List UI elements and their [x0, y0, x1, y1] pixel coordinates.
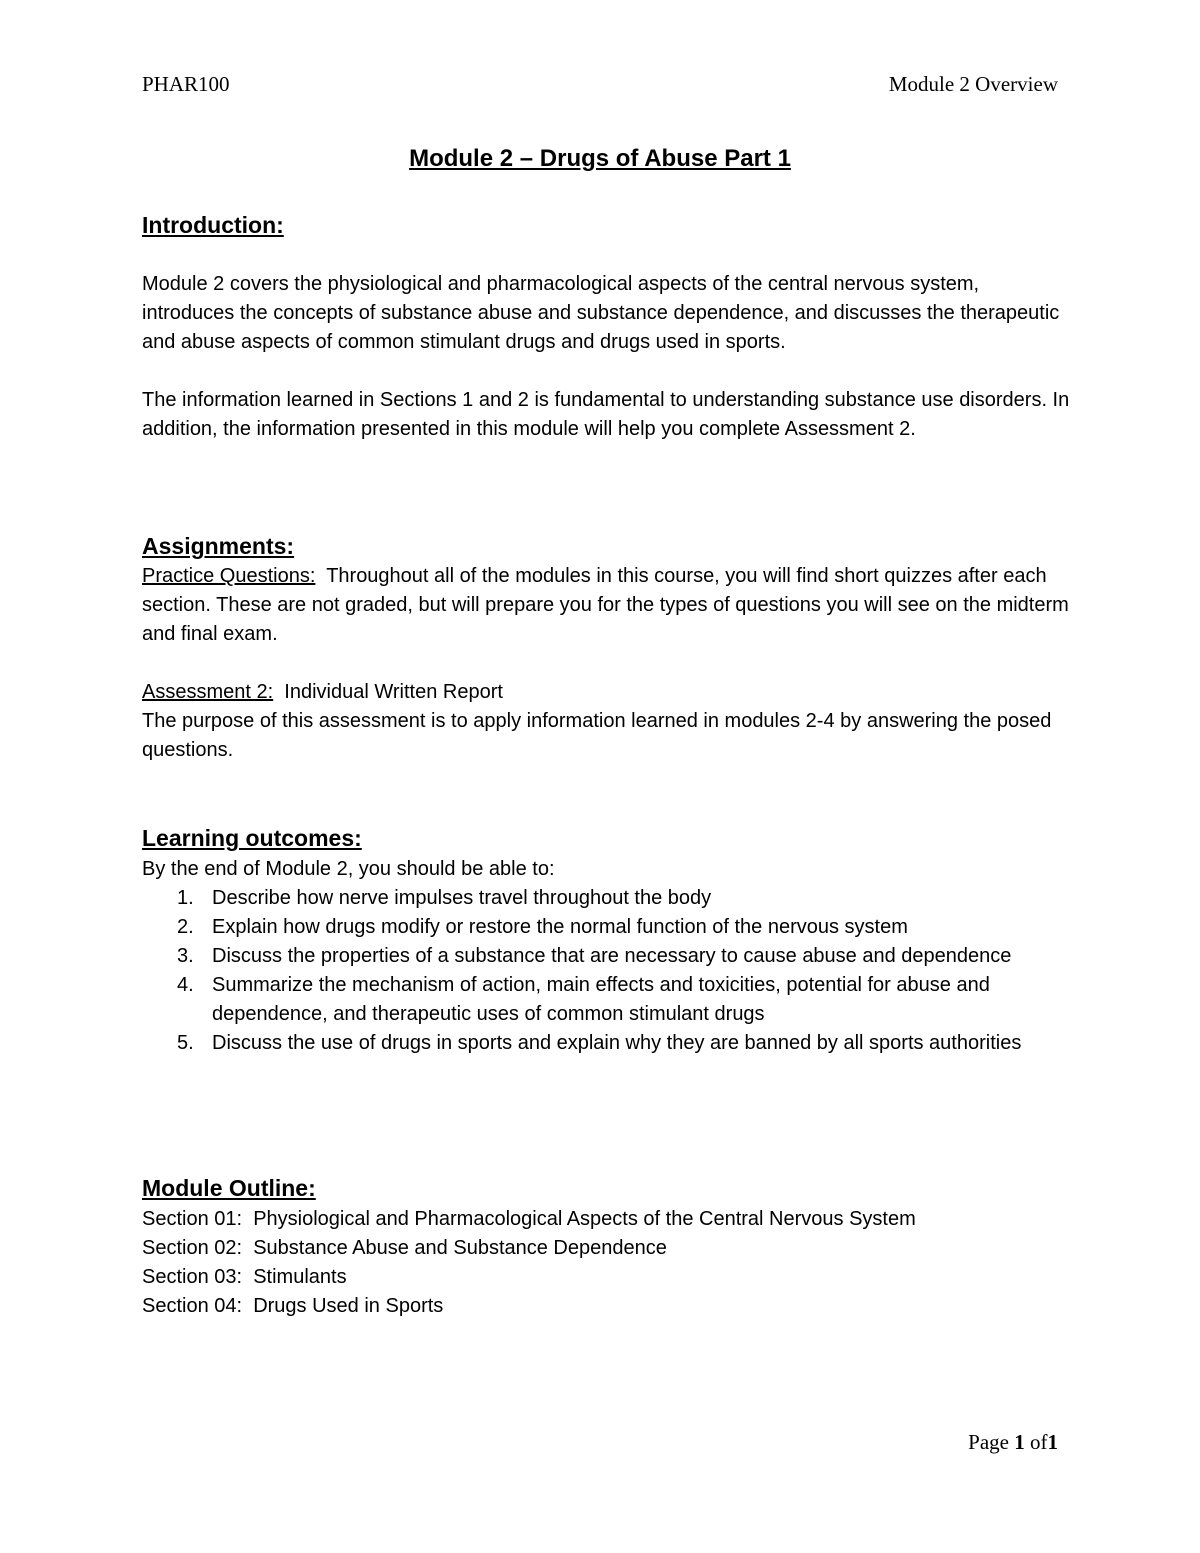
list-item-text: Discuss the properties of a substance that are necessary to cause abuse and dependence — [212, 945, 1012, 967]
list-item — [142, 1029, 1072, 1058]
outline-section-title: Stimulants — [253, 1266, 347, 1288]
module-outline-heading-wrap — [142, 1174, 1072, 1203]
outline-section-row — [142, 1205, 1072, 1234]
outline-section-label: Section 03: — [142, 1266, 243, 1288]
outline-section-title: Substance Abuse and Substance Dependence — [253, 1237, 667, 1259]
outline-section-row — [142, 1292, 1072, 1321]
page-number-footer — [968, 1430, 1058, 1455]
module-outline-heading: Module Outline: — [142, 1175, 316, 1201]
list-item-text: Describe how nerve impulses travel throughout the body — [212, 887, 712, 909]
learning-outcomes-list — [142, 884, 1072, 1058]
learning-outcomes-intro: By the end of Module 2, you should be able to: — [142, 858, 555, 880]
assessment-description: The purpose of this assessment is to apply information learned in modules 2-4 by answering the posed questions. — [142, 710, 1052, 761]
learning-outcomes-heading: Learning outcomes: — [142, 825, 362, 851]
list-item-number: 2. — [177, 916, 194, 938]
learning-outcomes-block — [142, 855, 1072, 1058]
assessment-title: Individual Written Report — [284, 681, 503, 703]
practice-questions-text: Throughout all of the modules in this course, you will find short quizzes after each section. These are not graded, but will prepare you for the types of questions you will see on the midterm and final exam. — [142, 565, 1069, 645]
assessment-line — [142, 678, 1072, 707]
practice-questions-label: Practice Questions: — [142, 565, 316, 587]
introduction-paragraph-1: Module 2 covers the physiological and pharmacological aspects of the central nervous system, introduces the concepts of substance abuse and substance dependence, and discusses the therapeutic and abuse aspects of common stimulant drugs and drugs used in sports. — [142, 273, 1060, 353]
learning-outcomes-heading-wrap — [142, 824, 1072, 853]
introduction-heading: Introduction: — [142, 212, 284, 238]
outline-section-title: Drugs Used in Sports — [253, 1295, 444, 1317]
list-item — [142, 913, 1072, 942]
introduction-paragraph-2: The information learned in Sections 1 and 2 is fundamental to understanding substance use disorders. In addition, the information presented in this module will help you complete Assessment 2. — [142, 389, 1070, 440]
module-outline-list — [142, 1205, 1072, 1321]
list-item-text: Summarize the mechanism of action, main effects and toxicities, potential for abuse and dependence, and therapeutic uses of common stimulant drugs — [212, 974, 990, 1025]
list-item-text: Discuss the use of drugs in sports and explain why they are banned by all sports authorities — [212, 1032, 1022, 1054]
list-item — [142, 971, 1072, 1029]
assignments-heading: Assignments: — [142, 533, 295, 559]
outline-section-row — [142, 1234, 1072, 1263]
of-word: of — [1030, 1430, 1048, 1454]
header-document-name: Module 2 Overview — [888, 72, 1058, 96]
assessment-label: Assessment 2: — [142, 681, 274, 703]
page-current: 1 — [1014, 1430, 1025, 1454]
list-item — [142, 884, 1072, 913]
list-item-number: 5. — [177, 1032, 194, 1054]
practice-questions-paragraph — [142, 562, 1072, 649]
header-course-code: PHAR100 — [142, 72, 230, 96]
list-item-number: 4. — [177, 974, 194, 996]
introduction-section — [142, 211, 1072, 240]
outline-section-label: Section 02: — [142, 1237, 243, 1259]
assignments-heading-wrap — [142, 532, 1072, 561]
list-item-text: Explain how drugs modify or restore the normal function of the nervous system — [212, 916, 908, 938]
document-title: Module 2 – Drugs of Abuse Part 1 — [409, 145, 791, 172]
list-item — [142, 942, 1072, 971]
page-total: 1 — [1047, 1430, 1058, 1454]
outline-section-row — [142, 1263, 1072, 1292]
list-item-number: 1. — [177, 887, 194, 909]
outline-section-label: Section 01: — [142, 1208, 243, 1230]
outline-section-title: Physiological and Pharmacological Aspects of the Central Nervous System — [253, 1208, 916, 1230]
page-word: Page — [968, 1430, 1009, 1454]
list-item-number: 3. — [177, 945, 194, 967]
outline-section-label: Section 04: — [142, 1295, 243, 1317]
